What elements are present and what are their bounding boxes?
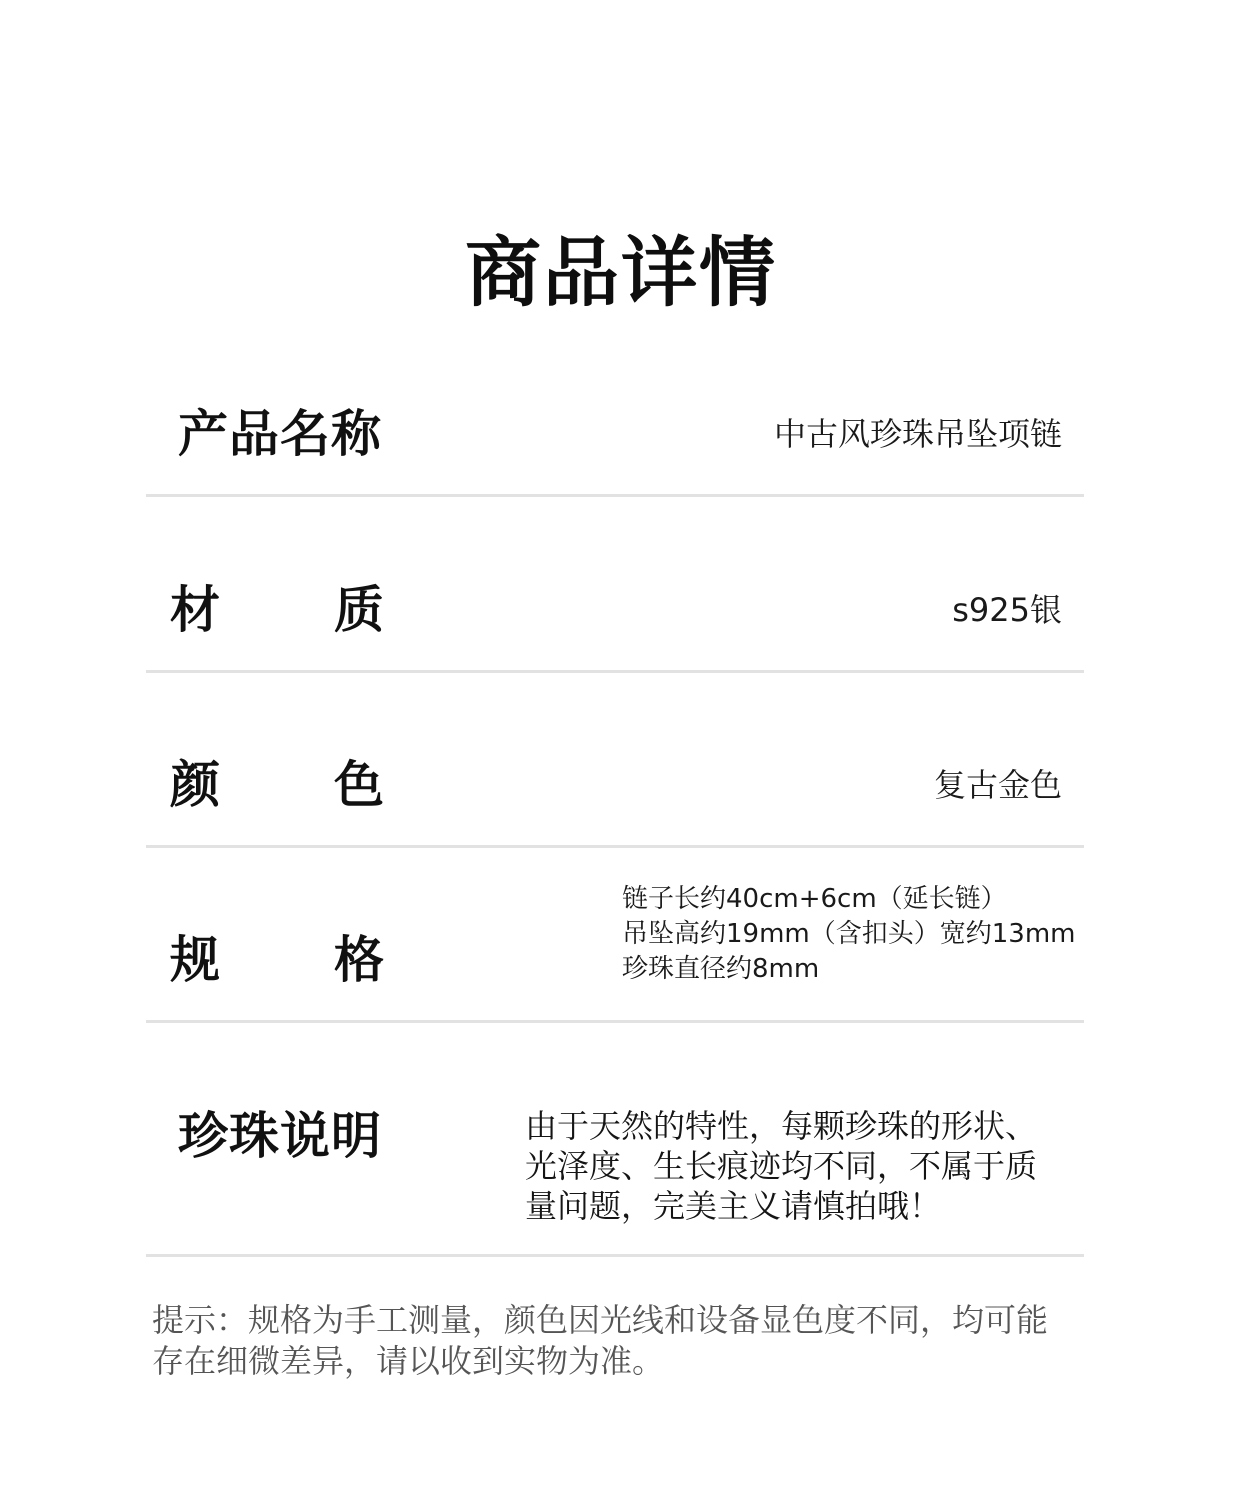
spec-line-chain: 链子长约40cm+6cm（延长链）	[622, 884, 1007, 914]
label-color-char-1: 颜	[170, 756, 220, 814]
pearl-note-text	[525, 1106, 1037, 1226]
divider	[146, 1254, 1084, 1257]
label-color	[170, 755, 384, 815]
label-material	[170, 580, 384, 640]
tips-line: 存在细微差异，请以收到实物为准。	[152, 1342, 665, 1380]
divider	[146, 494, 1084, 497]
spec-line-pendant: 吊坠高约19mm（含扣头）宽约13mm	[622, 919, 1076, 949]
label-spec-char-1: 规	[170, 931, 220, 989]
pearl-note-line: 光泽度、生长痕迹均不同，不属于质	[525, 1147, 1038, 1185]
value-product-name: 中古风珍珠吊坠项链	[773, 415, 1062, 453]
value-material: s925银	[952, 591, 1062, 629]
pearl-note-line: 由于天然的特性，每颗珍珠的形状、	[525, 1107, 1038, 1145]
divider	[146, 670, 1084, 673]
label-material-char-2: 质	[334, 581, 384, 639]
tips-line: 提示：规格为手工测量，颜色因光线和设备显色度不同，均可能	[152, 1301, 1049, 1339]
divider	[146, 845, 1084, 848]
tips-note	[152, 1300, 1048, 1382]
spec-line-pearl: 珍珠直径约8mm	[622, 954, 820, 984]
divider	[146, 1020, 1084, 1023]
label-material-char-1: 材	[170, 581, 220, 639]
label-product-name: 产品名称	[178, 405, 382, 463]
label-spec-char-2: 格	[334, 931, 384, 989]
page-title: 商品详情	[465, 228, 777, 317]
pearl-note-line: 量问题，完美主义请慎拍哦！	[525, 1187, 942, 1225]
value-color: 复古金色	[933, 766, 1062, 804]
label-pearl-note: 珍珠说明	[178, 1107, 382, 1165]
label-color-char-2: 色	[334, 756, 384, 814]
spec-details	[622, 882, 1075, 987]
label-spec	[170, 930, 384, 990]
